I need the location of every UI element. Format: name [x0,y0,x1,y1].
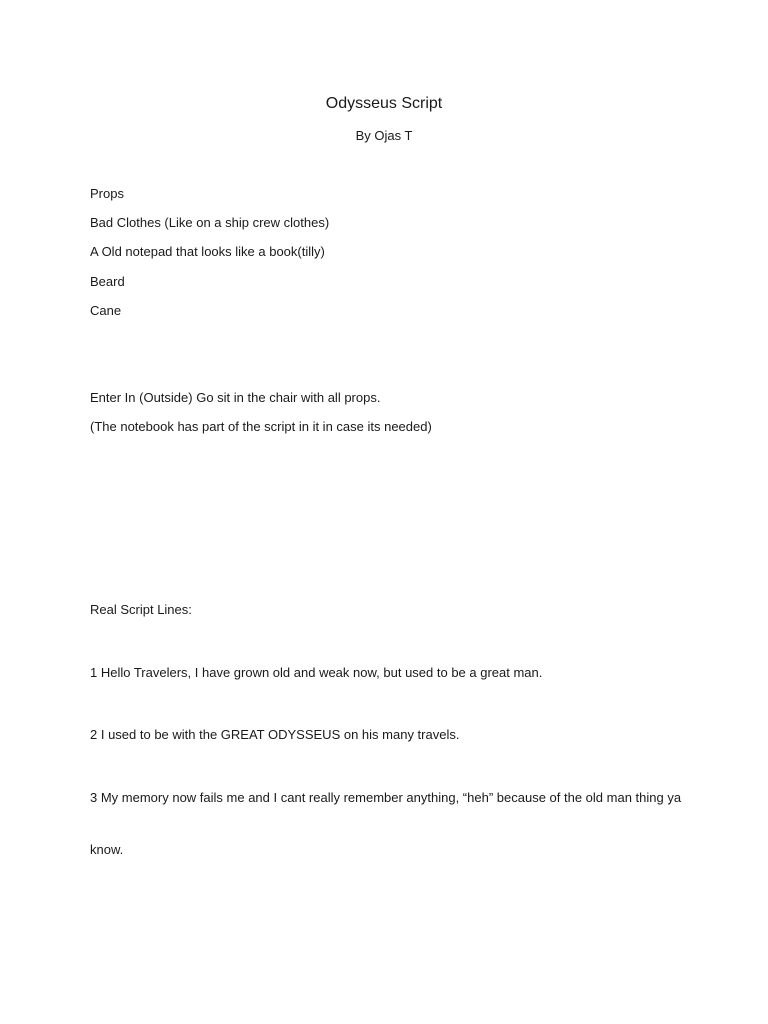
prop-item-beard: Beard [90,274,125,289]
prop-item-notepad: A Old notepad that looks like a book(tilly) [90,244,325,259]
prop-item-cane: Cane [90,303,122,318]
script-line-1: 1 Hello Travelers, I have grown old and weak now, but used to be a great man. [90,665,543,680]
document-title: Odysseus Script [325,95,443,112]
script-line-2: 2 I used to be with the GREAT ODYSSEUS on his many travels. [90,727,460,742]
props-heading: Props [90,186,124,201]
stage-direction-note: (The notebook has part of the script in it in case its needed) [90,419,432,434]
stage-direction-enter: Enter In (Outside) Go sit in the chair with all props. [90,390,381,405]
script-line-3: 3 My memory now fails me and I cant really remember anything, “heh” because of the old man thing ya [90,790,682,805]
prop-item-clothes: Bad Clothes (Like on a ship crew clothes) [90,215,330,230]
document-byline: By Ojas T [355,128,413,143]
script-heading: Real Script Lines: [90,602,192,617]
script-line-3-continued: know. [90,842,124,857]
